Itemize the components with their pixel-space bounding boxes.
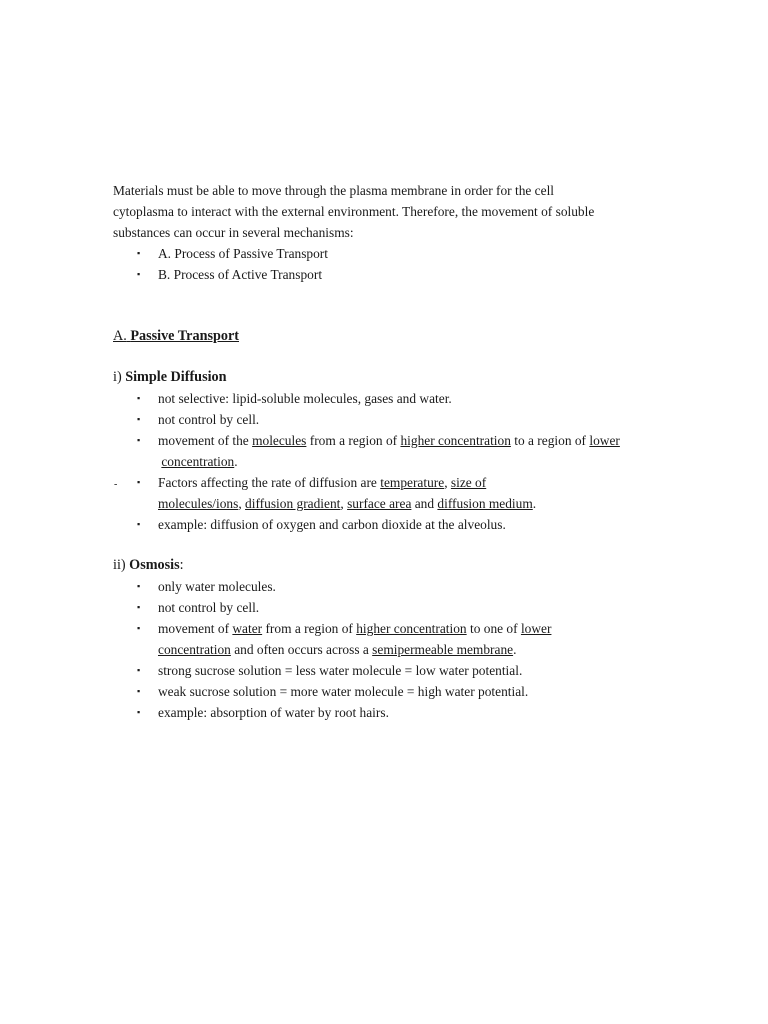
underlined-term: diffusion gradient — [245, 496, 341, 511]
list-item — [113, 472, 673, 514]
intro-paragraph — [113, 180, 673, 243]
list-item — [113, 597, 673, 618]
text-run: from a region of — [262, 621, 357, 636]
text-run: from a region of — [306, 433, 401, 448]
list-item — [113, 681, 673, 702]
bullet-icon: ▪ — [137, 435, 141, 445]
underlined-term: concentration — [161, 454, 235, 469]
list-item-continuation — [158, 639, 673, 660]
list-item-text: not control by cell. — [158, 412, 260, 427]
list-item — [113, 430, 673, 472]
subheading-prefix: i) — [113, 369, 122, 385]
subheading-title: Simple Diffusion — [125, 369, 227, 385]
subheading-osmosis — [113, 555, 673, 576]
intro-line: cytoplasma to interact with the external environment. Therefore, the movement of soluble — [113, 204, 595, 219]
text-run: , — [340, 496, 348, 511]
underlined-term: temperature — [380, 475, 445, 490]
list-item-text: B. Process of Active Transport — [158, 267, 323, 282]
text-run: Factors affecting the rate of diffusion are — [158, 475, 381, 490]
list-item-text: weak sucrose solution = more water molecule = high water potential. — [158, 684, 529, 699]
subheading-colon: : — [179, 557, 184, 573]
text-run: movement of — [158, 621, 233, 636]
list-item — [113, 388, 673, 409]
section-heading-passive-transport — [113, 326, 673, 347]
bullet-icon: ▪ — [137, 248, 141, 258]
list-item-continuation — [158, 493, 673, 514]
text-run: and — [411, 496, 438, 511]
bullet-icon: ▪ — [137, 269, 141, 279]
list-item — [113, 618, 673, 660]
section-letter: A. — [113, 328, 127, 344]
underlined-term: molecules — [252, 433, 307, 448]
intro-line: Materials must be able to move through the plasma membrane in order for the cell — [113, 183, 555, 198]
underlined-term: molecules/ions — [158, 496, 239, 511]
subheading-title: Osmosis — [129, 557, 180, 573]
subheading-simple-diffusion — [113, 367, 673, 388]
list-item-text: strong sucrose solution = less water molecule = low water potential. — [158, 663, 523, 678]
list-item — [113, 264, 673, 285]
underlined-term: concentration — [158, 642, 231, 657]
bullet-icon: ▪ — [137, 602, 141, 612]
text-run: . — [513, 642, 517, 657]
underlined-term: lower — [589, 433, 620, 448]
bullet-icon: ▪ — [137, 623, 141, 633]
text-run: to one of — [466, 621, 521, 636]
underlined-term: surface area — [347, 496, 412, 511]
intro-line: substances can occur in several mechanisms: — [113, 225, 354, 240]
underlined-term: size of — [450, 475, 487, 490]
text-run: . — [234, 454, 238, 469]
text-run: and often occurs across a — [230, 642, 373, 657]
underlined-term: higher concentration — [400, 433, 511, 448]
underlined-term: semipermeable membrane — [372, 642, 514, 657]
subheading-prefix: ii) — [113, 557, 126, 573]
list-item — [113, 243, 673, 264]
text-run: , — [444, 475, 451, 490]
document-page — [113, 180, 673, 723]
list-item-text: A. Process of Passive Transport — [158, 246, 328, 261]
section-title-text: Passive Transport — [130, 328, 239, 344]
osmosis-list — [113, 576, 673, 723]
bullet-icon: ▪ — [137, 581, 141, 591]
text-run: . — [532, 496, 537, 511]
list-item-text: only water molecules. — [158, 579, 276, 594]
text-run: , — [238, 496, 246, 511]
list-item — [113, 576, 673, 597]
list-item — [113, 409, 673, 430]
bullet-icon: ▪ — [137, 707, 141, 717]
underlined-term: diffusion medium — [437, 496, 533, 511]
underlined-term: lower — [520, 621, 552, 636]
transport-overview-list — [113, 243, 673, 285]
bullet-icon: ▪ — [137, 414, 141, 424]
list-item-text: not selective: lipid-soluble molecules, gases and water. — [158, 391, 452, 406]
list-item — [113, 660, 673, 681]
bullet-icon: ▪ — [137, 393, 141, 403]
bullet-icon: ▪ — [137, 686, 141, 696]
simple-diffusion-list — [113, 388, 673, 535]
list-item-text: example: diffusion of oxygen and carbon dioxide at the alveolus. — [158, 517, 506, 532]
list-item-continuation — [158, 451, 673, 472]
text-run: to a region of — [510, 433, 590, 448]
list-item-text: not control by cell. — [158, 600, 260, 615]
list-item-text: example: absorption of water by root hairs. — [158, 705, 389, 720]
stray-margin-mark: - — [114, 479, 118, 490]
list-item — [113, 702, 673, 723]
list-item — [113, 514, 673, 535]
bullet-icon: ▪ — [137, 519, 141, 529]
bullet-icon: ▪ — [137, 477, 141, 487]
bullet-icon: ▪ — [137, 665, 141, 675]
underlined-term: water — [232, 621, 263, 636]
underlined-term: higher concentration — [356, 621, 467, 636]
text-run: movement of the — [158, 433, 253, 448]
